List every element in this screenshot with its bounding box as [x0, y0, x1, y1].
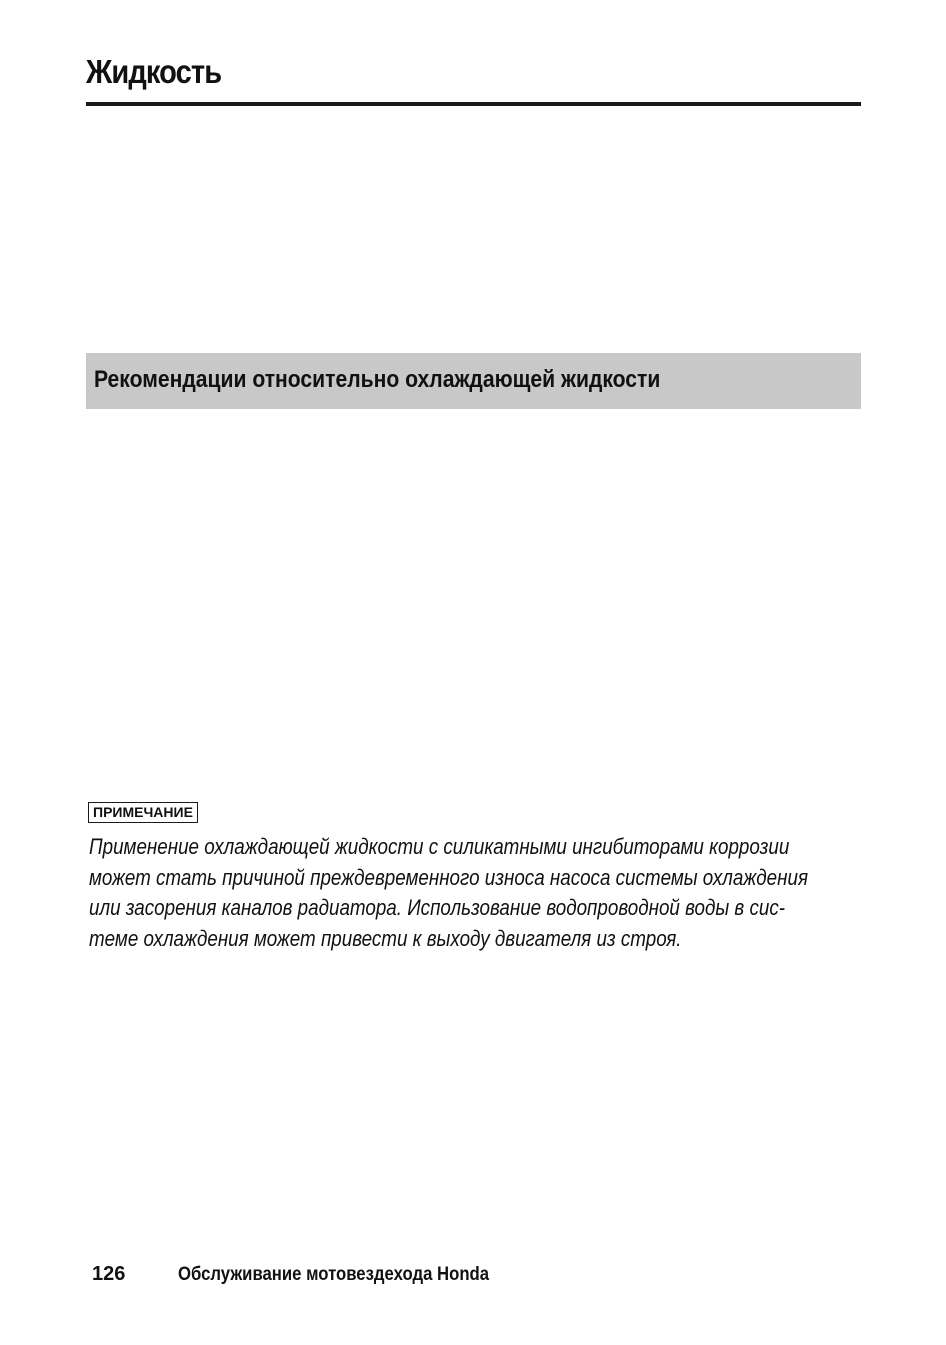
note-text	[89, 832, 864, 954]
page-footer	[92, 1262, 531, 1288]
title-rule	[86, 102, 861, 106]
page-number: 126	[92, 1263, 126, 1285]
note-label: ПРИМЕЧАНИЕ	[88, 802, 198, 823]
section-heading: Рекомендации относительно охлаждающей жидкости	[94, 366, 661, 393]
note-line: Применение охлаждающей жидкости с силикатными ингибиторами коррозии	[89, 834, 790, 859]
note-line: теме охлаждения может привести к выходу двигателя из строя.	[89, 925, 682, 951]
note-line: может стать причиной преждевременного износа насоса системы охлаждения	[89, 864, 808, 890]
footer-book-title: Обслуживание мотовездехода Honda	[178, 1264, 490, 1285]
section-heading-band	[86, 353, 861, 409]
page-title: Жидкость	[86, 53, 222, 90]
note-line: или засорения каналов радиатора. Использование водопроводной воды в сис-	[89, 895, 786, 920]
